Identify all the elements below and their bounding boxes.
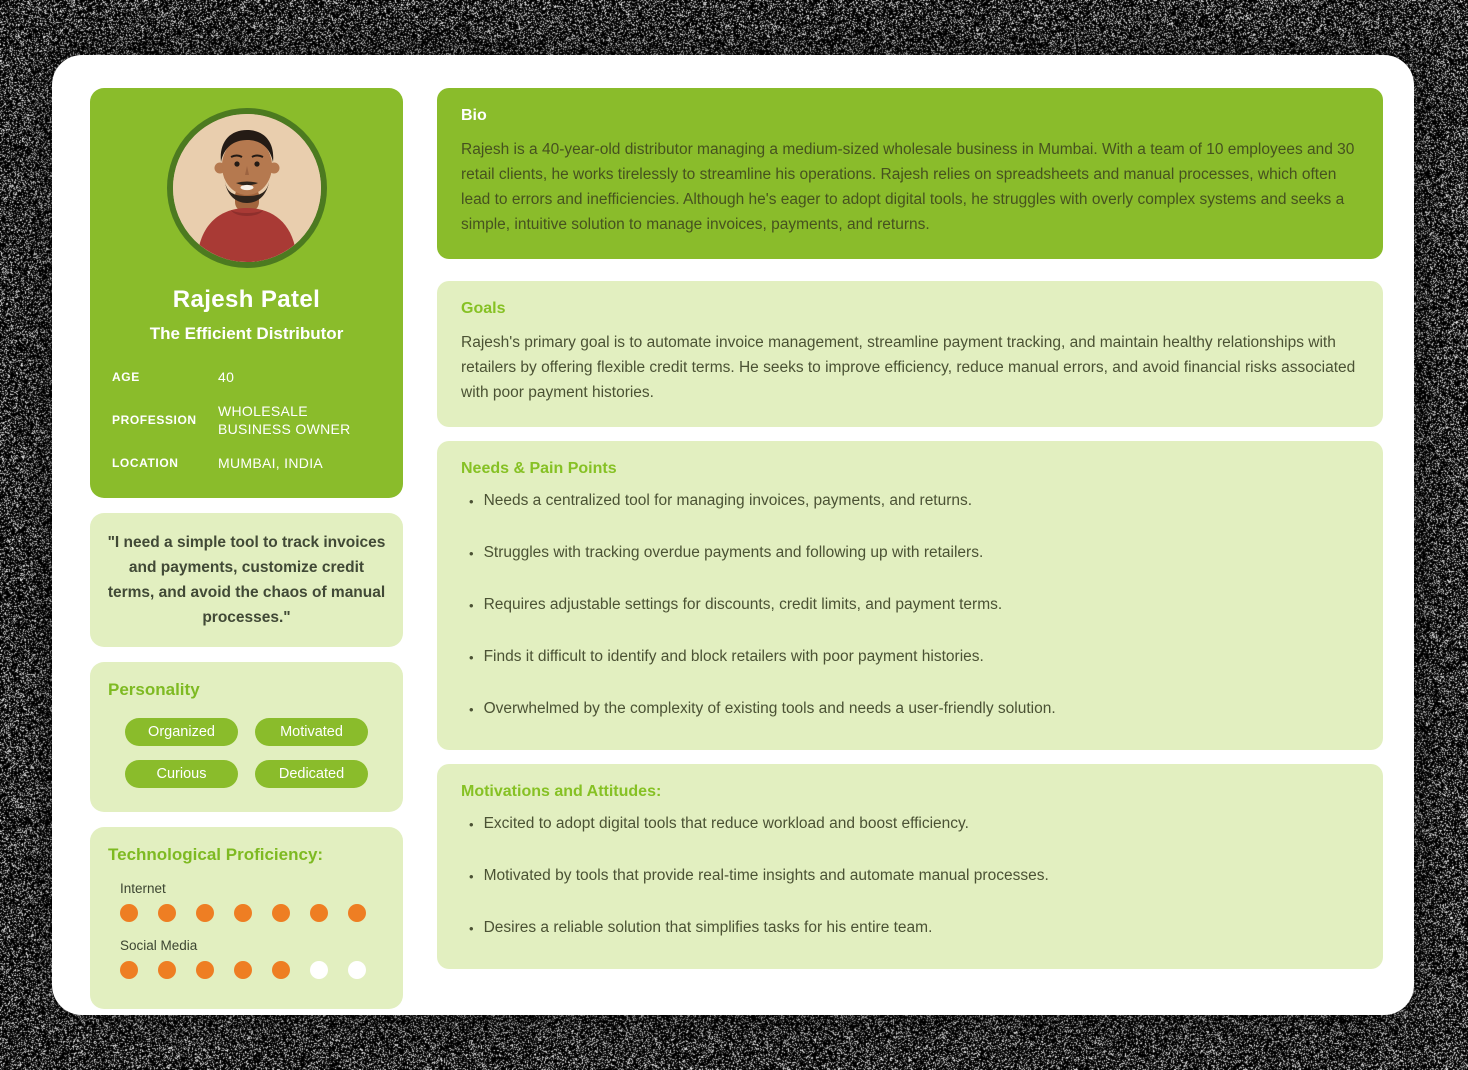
- list-item: [469, 646, 1359, 668]
- needs-title: Needs & Pain Points: [461, 460, 617, 477]
- list-item: [469, 698, 1359, 720]
- bio-title: Bio: [461, 107, 487, 124]
- trait-chip: Dedicated: [255, 760, 368, 788]
- proficiency-dot: [234, 961, 252, 979]
- attribute-list: [110, 368, 383, 472]
- motivations-list: [461, 813, 1359, 939]
- motivations-title: Motivations and Attitudes:: [461, 783, 662, 800]
- needs-section: [437, 441, 1383, 750]
- list-item-text: Overwhelmed by the complexity of existing tools and needs a user-friendly solution.: [483, 700, 1056, 717]
- tech-proficiency-title: Technological Proficiency:: [108, 845, 324, 864]
- persona-card: [52, 55, 1414, 1015]
- list-item: [469, 917, 1359, 939]
- list-item-text: Struggles with tracking overdue payments and following up with retailers.: [483, 544, 984, 561]
- attribute-label-location: LOCATION: [112, 456, 179, 470]
- goals-title: Goals: [461, 300, 506, 317]
- tech-proficiency-card: [90, 827, 403, 1009]
- proficiency-dot: [120, 961, 138, 979]
- proficiency-dot: [272, 961, 290, 979]
- right-column: [437, 88, 1383, 988]
- goals-text: Rajesh's primary goal is to automate invoice management, streamline payment tracking, and maintain healthy relationships with retailers by offering flexible credit terms. He seeks to improve efficiency, reduce manual errors, and avoid financial risks associated with poor payment histories.: [461, 334, 1356, 401]
- proficiency-dot-row: [108, 904, 385, 922]
- trait-chip: Organized: [125, 718, 238, 746]
- left-column: [90, 88, 403, 988]
- attribute-value-profession: WHOLESALE BUSINESS OWNER: [218, 403, 351, 437]
- bullet-icon: •: [469, 817, 474, 832]
- list-item-text: Excited to adopt digital tools that reduce workload and boost efficiency.: [483, 815, 969, 832]
- proficiency-dot: [310, 961, 328, 979]
- list-item: [469, 865, 1359, 887]
- quote-text: "I need a simple tool to track invoices and payments, customize credit terms, and avoid the chaos of manual processes.": [107, 534, 386, 626]
- list-item-text: Finds it difficult to identify and block retailers with poor payment histories.: [483, 648, 984, 665]
- bullet-icon: •: [469, 494, 474, 509]
- attribute-value-location: MUMBAI, INDIA: [218, 455, 324, 471]
- skill-label: Social Media: [120, 938, 198, 953]
- skill-internet: [108, 881, 385, 922]
- quote-card: [90, 513, 403, 647]
- bullet-icon: •: [469, 546, 474, 561]
- proficiency-dot: [234, 904, 252, 922]
- personality-title: Personality: [108, 680, 200, 699]
- list-item-text: Desires a reliable solution that simplifies tasks for his entire team.: [483, 919, 933, 936]
- list-item: [469, 542, 1359, 564]
- skill-label: Internet: [120, 881, 166, 896]
- motivations-section: [437, 764, 1383, 969]
- attribute-value-age: 40: [218, 369, 235, 385]
- trait-chip: Motivated: [255, 718, 368, 746]
- bio-text: Rajesh is a 40-year-old distributor managing a medium-sized wholesale business in Mumbai. With a team of 10 employees and 30 retail clients, he works tirelessly to streamline his operations. Rajesh relies on spreadsheets and manual processes, which often lead to errors and inefficiencies. Although he's eager to adopt digital tools, he struggles with overly complex systems and seeks a simple, intuitive solution to manage invoices, payments, and returns.: [461, 141, 1355, 233]
- proficiency-dot: [158, 904, 176, 922]
- person-portrait-illustration: [173, 114, 321, 262]
- persona-tagline: The Efficient Distributor: [149, 324, 344, 343]
- needs-list: [461, 490, 1359, 720]
- proficiency-dot: [196, 904, 214, 922]
- bullet-icon: •: [469, 650, 474, 665]
- list-item-text: Needs a centralized tool for managing invoices, payments, and returns.: [483, 492, 973, 509]
- list-item: [469, 490, 1359, 512]
- attribute-label-profession: PROFESSION: [112, 413, 197, 427]
- proficiency-dot: [158, 961, 176, 979]
- avatar: [167, 108, 327, 268]
- proficiency-dot: [120, 904, 138, 922]
- bullet-icon: •: [469, 702, 474, 717]
- proficiency-dot: [310, 904, 328, 922]
- attribute-label-age: AGE: [112, 370, 140, 384]
- personality-card: [90, 662, 403, 812]
- proficiency-dot: [272, 904, 290, 922]
- bullet-icon: •: [469, 921, 474, 936]
- trait-chip: Curious: [125, 760, 238, 788]
- goals-section: [437, 281, 1383, 427]
- list-item-text: Requires adjustable settings for discounts, credit limits, and payment terms.: [483, 596, 1003, 613]
- proficiency-dot: [348, 904, 366, 922]
- proficiency-dot-row: [108, 961, 385, 979]
- list-item-text: Motivated by tools that provide real-time insights and automate manual processes.: [483, 867, 1049, 884]
- bullet-icon: •: [469, 598, 474, 613]
- skill-social-media: [108, 938, 385, 979]
- persona-name: Rajesh Patel: [172, 286, 321, 313]
- trait-chip-list: [108, 716, 385, 792]
- bullet-icon: •: [469, 869, 474, 884]
- profile-summary-card: [90, 88, 403, 498]
- bio-section: [437, 88, 1383, 259]
- proficiency-dot: [196, 961, 214, 979]
- proficiency-dot: [348, 961, 366, 979]
- list-item: [469, 813, 1359, 835]
- list-item: [469, 594, 1359, 616]
